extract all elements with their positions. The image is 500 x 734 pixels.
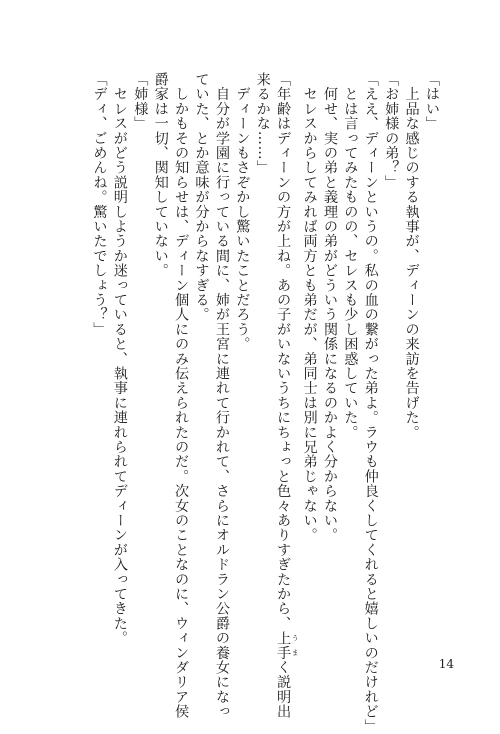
text-line-8-tail: く説明出 — [275, 660, 292, 719]
text-line-7: セレスからしてみれば両方とも弟だが、弟同士は別に兄弟じゃない。 — [301, 72, 318, 543]
text-line-15: 「姉様」 — [132, 72, 149, 131]
text-line-10: ディーンもさぞかし驚いたことだろう。 — [234, 72, 251, 352]
text-line-14: 爵家は一切、関知していない。 — [152, 72, 169, 278]
text-line-2: 上品な感じのする執事が、ディーンの来訪を告げた。 — [403, 72, 420, 440]
ruby-base: 上手 — [275, 630, 292, 661]
text-line-1: 「はい」 — [424, 72, 440, 131]
text-line-16: セレスがどう説明しようか迷っていると、執事に連れられてディーンが入ってきた。 — [111, 72, 128, 646]
text-line-6: 何せ、実の弟と義理の弟がどういう関係になるのかよく分からない。 — [321, 72, 338, 543]
text-line-9: 来るかな……」 — [254, 72, 271, 175]
text-line-5: とは言ってみたものの、セレスも少し困惑していた。 — [342, 72, 359, 440]
text-line-13: しかもその知らせは、ディーン個人にのみ伝えられたのだ。次女のことなのに、ウィンダリア侯 — [173, 72, 190, 719]
vertical-text-body — [89, 72, 442, 734]
text-line-8-main: 「年齢はディーンの方が上ね。あの子がいないうちにちょっと色々ありすぎたから、 — [275, 72, 292, 631]
text-line-17: 「ディ、ごめんね。驚いたでしょう？」 — [91, 72, 108, 337]
ruby-umaku — [275, 630, 300, 661]
text-line-12: ていた、とか意味が分からなすぎる。 — [193, 72, 210, 322]
text-line-8 — [273, 72, 300, 719]
text-line-11: 自分が学園に行っている間に、姉が王宮に連れて行かれて、さらにオルドラン公爵の養女になっ — [213, 72, 230, 719]
text-line-4: 「ええ、ディーンというの。私の血の繋がった弟よ。ラウも仲良くしてくれると嬉しいのだけれど」 — [362, 72, 379, 734]
text-line-3: 「お姉様の弟？」 — [383, 72, 400, 190]
ruby-reading: うま — [291, 630, 300, 660]
page-number: 14 — [438, 657, 454, 671]
